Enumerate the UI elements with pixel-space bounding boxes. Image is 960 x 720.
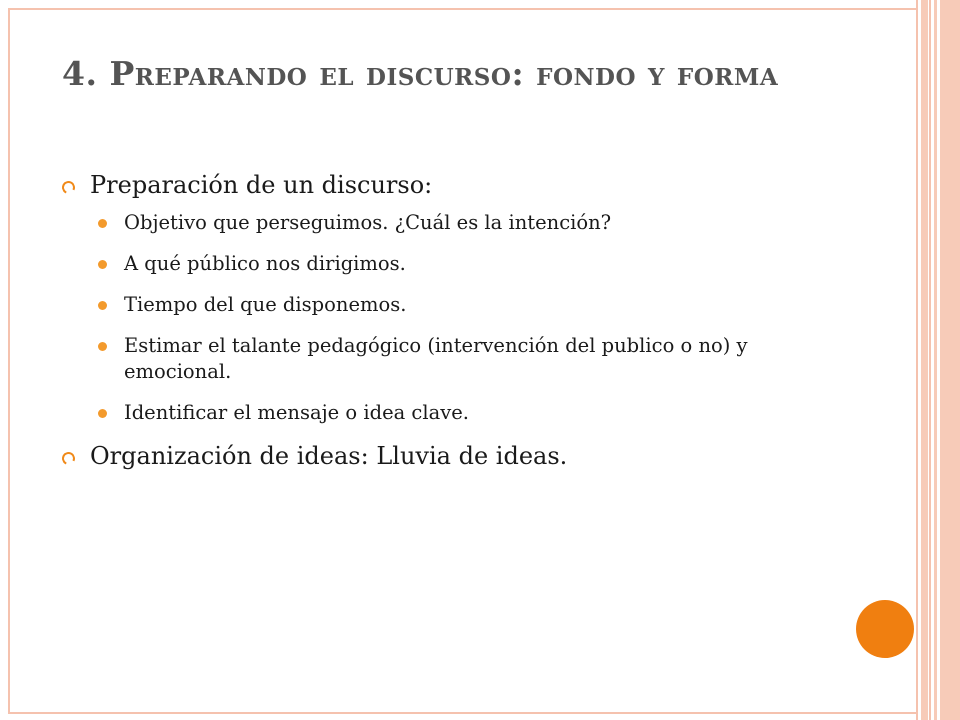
- bullet-text: Preparación de un discurso:: [90, 171, 433, 199]
- sub-bullet-text: Objetivo que perseguimos. ¿Cuál es la intención?: [124, 211, 612, 234]
- sub-bullet-item: [62, 251, 782, 277]
- orange-dot-bullet-icon: [98, 301, 107, 310]
- right-stripe: [916, 0, 918, 720]
- sub-bullet-text: Estimar el talante pedagógico (intervención del publico o no) y emocional.: [124, 334, 748, 383]
- sub-bullet-item: [62, 333, 782, 385]
- orange-dot-bullet-icon: [98, 260, 107, 269]
- sub-bullet-list: [62, 210, 782, 426]
- sub-bullet-item: [62, 292, 782, 318]
- sub-bullet-text: Identificar el mensaje o idea clave.: [124, 401, 469, 424]
- sub-bullet-text: Tiempo del que disponemos.: [124, 293, 407, 316]
- sub-bullet-item: [62, 210, 782, 236]
- right-stripe: [940, 0, 960, 720]
- orange-circle-icon: [856, 600, 914, 658]
- orange-dot-bullet-icon: [98, 219, 107, 228]
- right-stripe: [934, 0, 937, 720]
- slide-title: 4. Preparando el discurso: fondo y forma: [62, 54, 779, 93]
- slide-content: [62, 170, 782, 471]
- orange-dot-bullet-icon: [98, 342, 107, 351]
- orange-ring-bullet-icon: [60, 179, 77, 196]
- bullet-item: [62, 170, 782, 200]
- orange-dot-bullet-icon: [98, 409, 107, 418]
- orange-ring-bullet-icon: [60, 450, 77, 467]
- right-stripe: [929, 0, 931, 720]
- right-stripe: [921, 0, 928, 720]
- sub-bullet-text: A qué público nos dirigimos.: [124, 252, 406, 275]
- bullet-text: Organización de ideas: Lluvia de ideas.: [90, 442, 568, 470]
- sub-bullet-item: [62, 400, 782, 426]
- bullet-item: [62, 441, 782, 471]
